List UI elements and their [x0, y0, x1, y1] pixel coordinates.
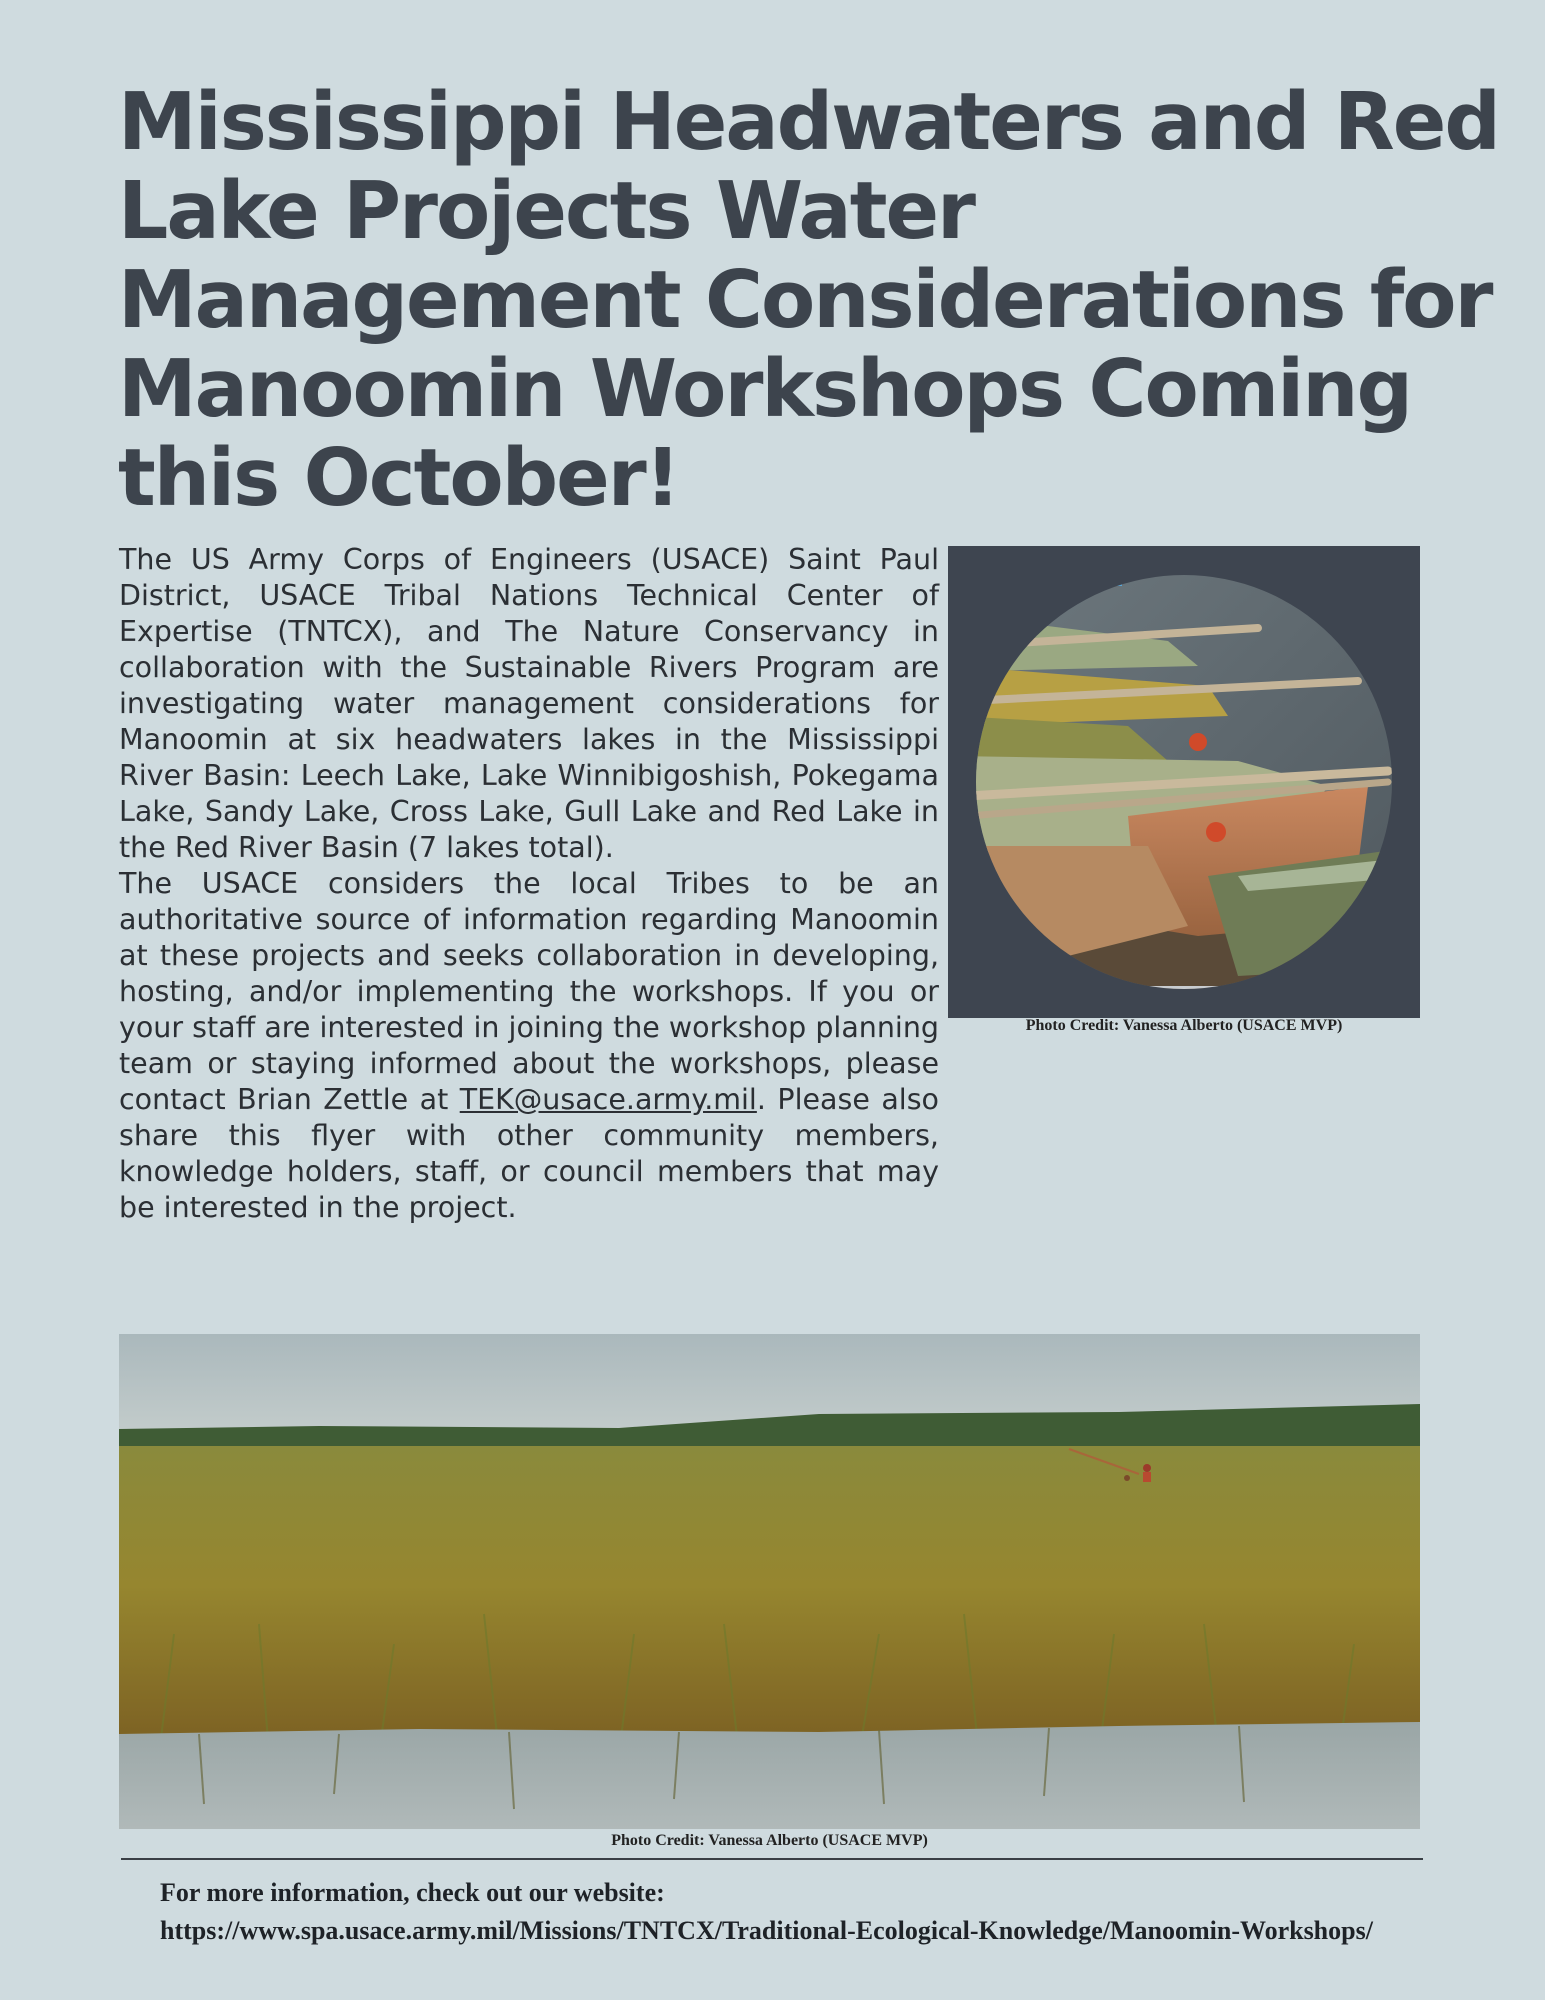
footer — [160, 1874, 1420, 1950]
intro-paragraph: The US Army Corps of Engineers (USACE) Saint Paul District, USACE Tribal Nations Technical Center of Expertise (TNTCX), and The Nature Conservancy in collaboration with the Sustainable Rivers Program are investigating water management considerations for Manoomin at six headwaters lakes in the Mississippi River Basin: Leech Lake, Lake Winnibigoshish, Pokegama Lake, Sandy Lake, Cross Lake, Gull Lake and Red Lake in the Red River Basin (7 lakes total). — [119, 543, 939, 864]
canoes-photo — [948, 546, 1420, 1018]
body-text — [119, 542, 939, 1226]
flyer-title: Mississippi Headwaters and Red Lake Projects Water Management Considerations for Manoomin Workshops Coming this October! — [118, 76, 1499, 524]
photo-credit-top: Photo Credit: Vanessa Alberto (USACE MVP) — [1025, 1017, 1343, 1034]
website-link[interactable]: https://www.spa.usace.army.mil/Missions/TNTCX/Traditional-Ecological-Knowledge/Manoomin-Workshops/ — [160, 1916, 1373, 1945]
contact-paragraph — [119, 866, 939, 1226]
contact-text: The USACE considers the local Tribes to be an authoritative source of information regarding Manoomin at these projects and seeks collaboration in developing, hosting, and/or implementing the workshops. If you or your staff are interested in joining the workshop planning team or staying informed about the workshops, please contact Brian Zettle at — [119, 867, 939, 1116]
email-link[interactable]: TEK@usace.army.mil — [459, 1083, 757, 1116]
footer-label: For more information, check out our website: — [160, 1878, 665, 1907]
photo-credit-bottom: Photo Credit: Vanessa Alberto (USACE MVP) — [611, 1832, 928, 1849]
wild-rice-field-photo — [119, 1334, 1420, 1829]
footer-divider — [121, 1858, 1423, 1860]
share-text: . Please also share this flyer with other community members, knowledge holders, staff, or council members that may be interested in the project. — [119, 1083, 939, 1224]
